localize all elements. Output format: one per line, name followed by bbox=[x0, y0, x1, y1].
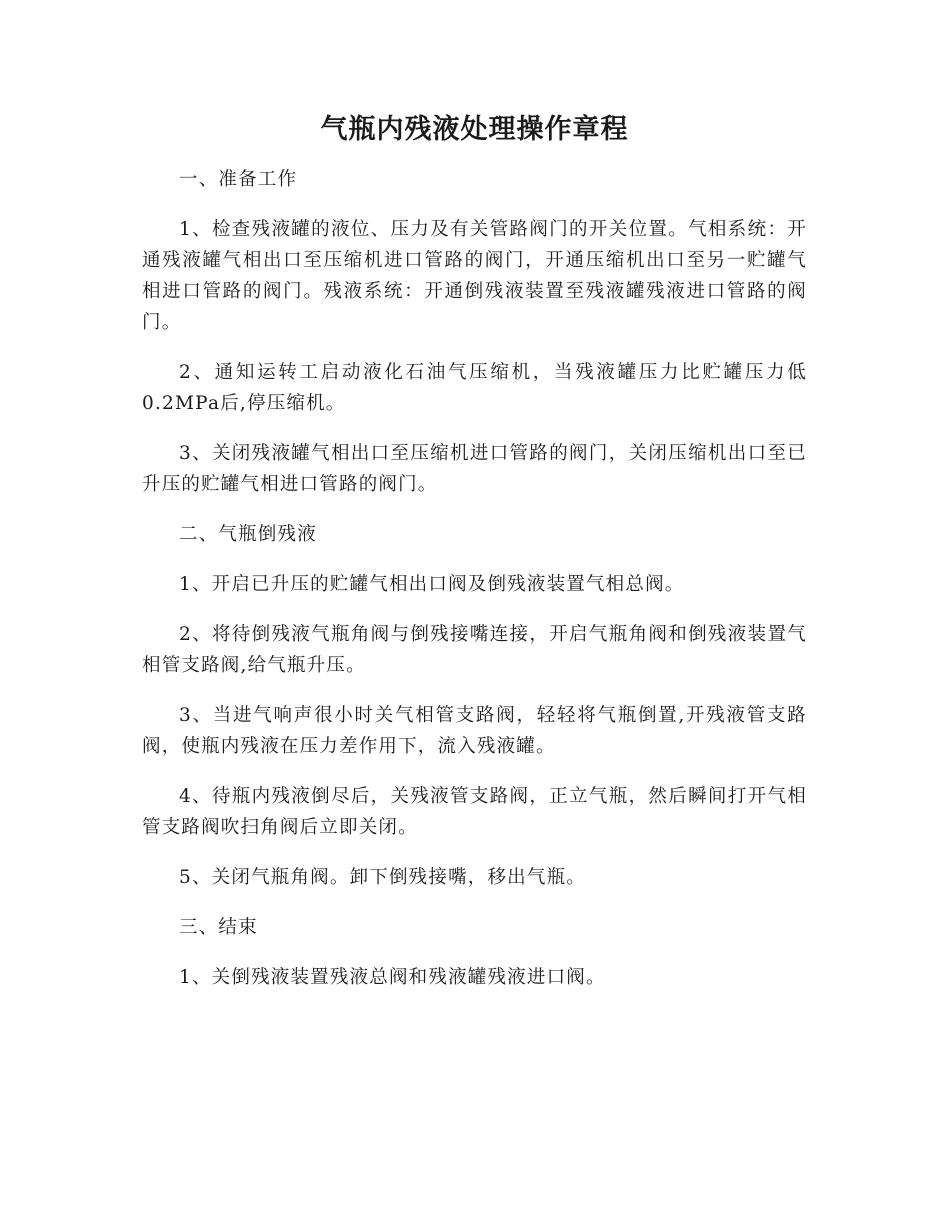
paragraph-start-compressor: 2、通知运转工启动液化石油气压缩机，当残液罐压力比贮罐压力低0.2MPa后,停压缩机。 bbox=[142, 362, 807, 414]
document-body bbox=[142, 108, 807, 1012]
section-heading-preparation: 一、准备工作 bbox=[179, 169, 298, 190]
paragraph-remove-cylinder: 5、关闭气瓶角阀。卸下倒残接嘴，移出气瓶。 bbox=[179, 867, 586, 888]
paragraph-check-tank: 1、检查残液罐的液位、压力及有关管路阀门的开关位置。气相系统：开通残液罐气相出口至压缩机进口管路的阀门，开通压缩机出口至另一贮罐气相进口管路的阀门。残液系统：开通倒残液装置至残液罐残液进口管路的阀门。 bbox=[142, 219, 807, 333]
section-heading-pour-residue: 二、气瓶倒残液 bbox=[179, 524, 317, 545]
paragraph-invert-cylinder: 3、当进气响声很小时关气相管支路阀，轻轻将气瓶倒置,开残液管支路阀，使瓶内残液在压力差作用下，流入残液罐。 bbox=[142, 705, 807, 757]
paragraph-purge-valve: 4、待瓶内残液倒尽后，关残液管支路阀，正立气瓶，然后瞬间打开气相管支路阀吹扫角阀后立即关闭。 bbox=[142, 786, 807, 838]
paragraph-close-valves: 3、关闭残液罐气相出口至压缩机进口管路的阀门，关闭压缩机出口至已升压的贮罐气相进口管路的阀门。 bbox=[142, 443, 807, 495]
paragraph-connect-cylinder: 2、将待倒残液气瓶角阀与倒残接嘴连接，开启气瓶角阀和倒残液装置气相管支路阀,给气瓶升压。 bbox=[142, 624, 807, 676]
document-title: 气瓶内残液处理操作章程 bbox=[320, 114, 629, 145]
paragraph-open-gas-outlet: 1、开启已升压的贮罐气相出口阀及倒残液装置气相总阀。 bbox=[179, 574, 685, 595]
paragraph-close-main-valves: 1、关倒残液装置残液总阀和残液罐残液进口阀。 bbox=[179, 967, 606, 988]
section-heading-finish: 三、结束 bbox=[179, 917, 258, 938]
